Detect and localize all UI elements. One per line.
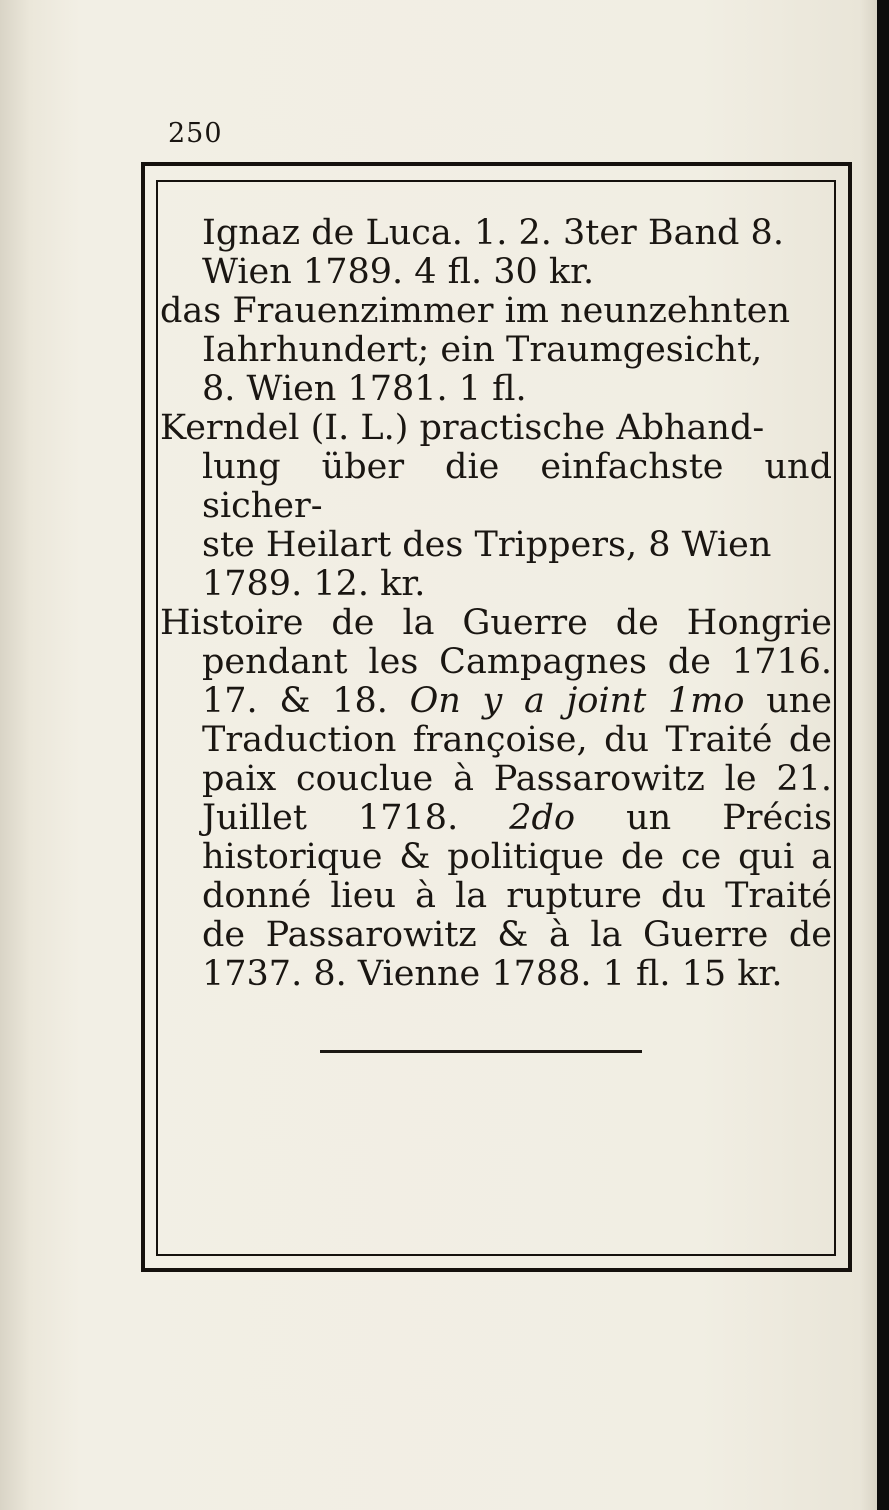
end-rule-divider xyxy=(320,1050,642,1053)
entry-line: Wien 1789. 4 fl. 30 kr. xyxy=(202,252,595,292)
entry-line: ste Heilart des Trippers, 8 Wien xyxy=(202,525,772,565)
entry-text: un Précis historique & politique de ce qui a donné lieu à la rupture du Traité de Passarowitz & à la Guerre de 1737. 8. Vienne 1788. 1 fl. 15 kr. xyxy=(202,798,832,994)
entry-line: Ignaz de Luca. 1. 2. 3ter Band 8. xyxy=(202,213,784,253)
catalog-entry-frauenzimmer xyxy=(160,292,832,409)
page-number: 250 xyxy=(168,118,223,149)
entry-line: Iahrhundert; ein Traumgesicht, xyxy=(202,330,763,370)
catalog-entry-histoire xyxy=(160,604,832,994)
entry-line: das Frauenzimmer im neunzehnten xyxy=(160,291,791,331)
entry-line: 1789. 12. kr. xyxy=(202,564,426,604)
entry-italic-text: 2do xyxy=(509,798,576,838)
catalog-entry-luca xyxy=(160,214,832,292)
catalog-entries xyxy=(160,214,832,994)
entry-text: Histoire de la Guerre de Hongrie pendant les Campagnes de 1716. 17. & 18. xyxy=(160,603,832,721)
entry-line: lung über die einfachste und sicher- xyxy=(202,447,832,526)
scan-edge xyxy=(877,0,889,1510)
catalog-entry-kerndel xyxy=(160,409,832,604)
entry-line: Kerndel (I. L.) practische Abhand- xyxy=(160,408,765,448)
entry-text: une Traduction françoise, du Traité de paix couclue à Passarowitz le 21. Juillet 1718. xyxy=(202,681,832,838)
entry-line: 8. Wien 1781. 1 fl. xyxy=(202,369,527,409)
entry-italic-text: On y a joint 1mo xyxy=(409,681,745,721)
